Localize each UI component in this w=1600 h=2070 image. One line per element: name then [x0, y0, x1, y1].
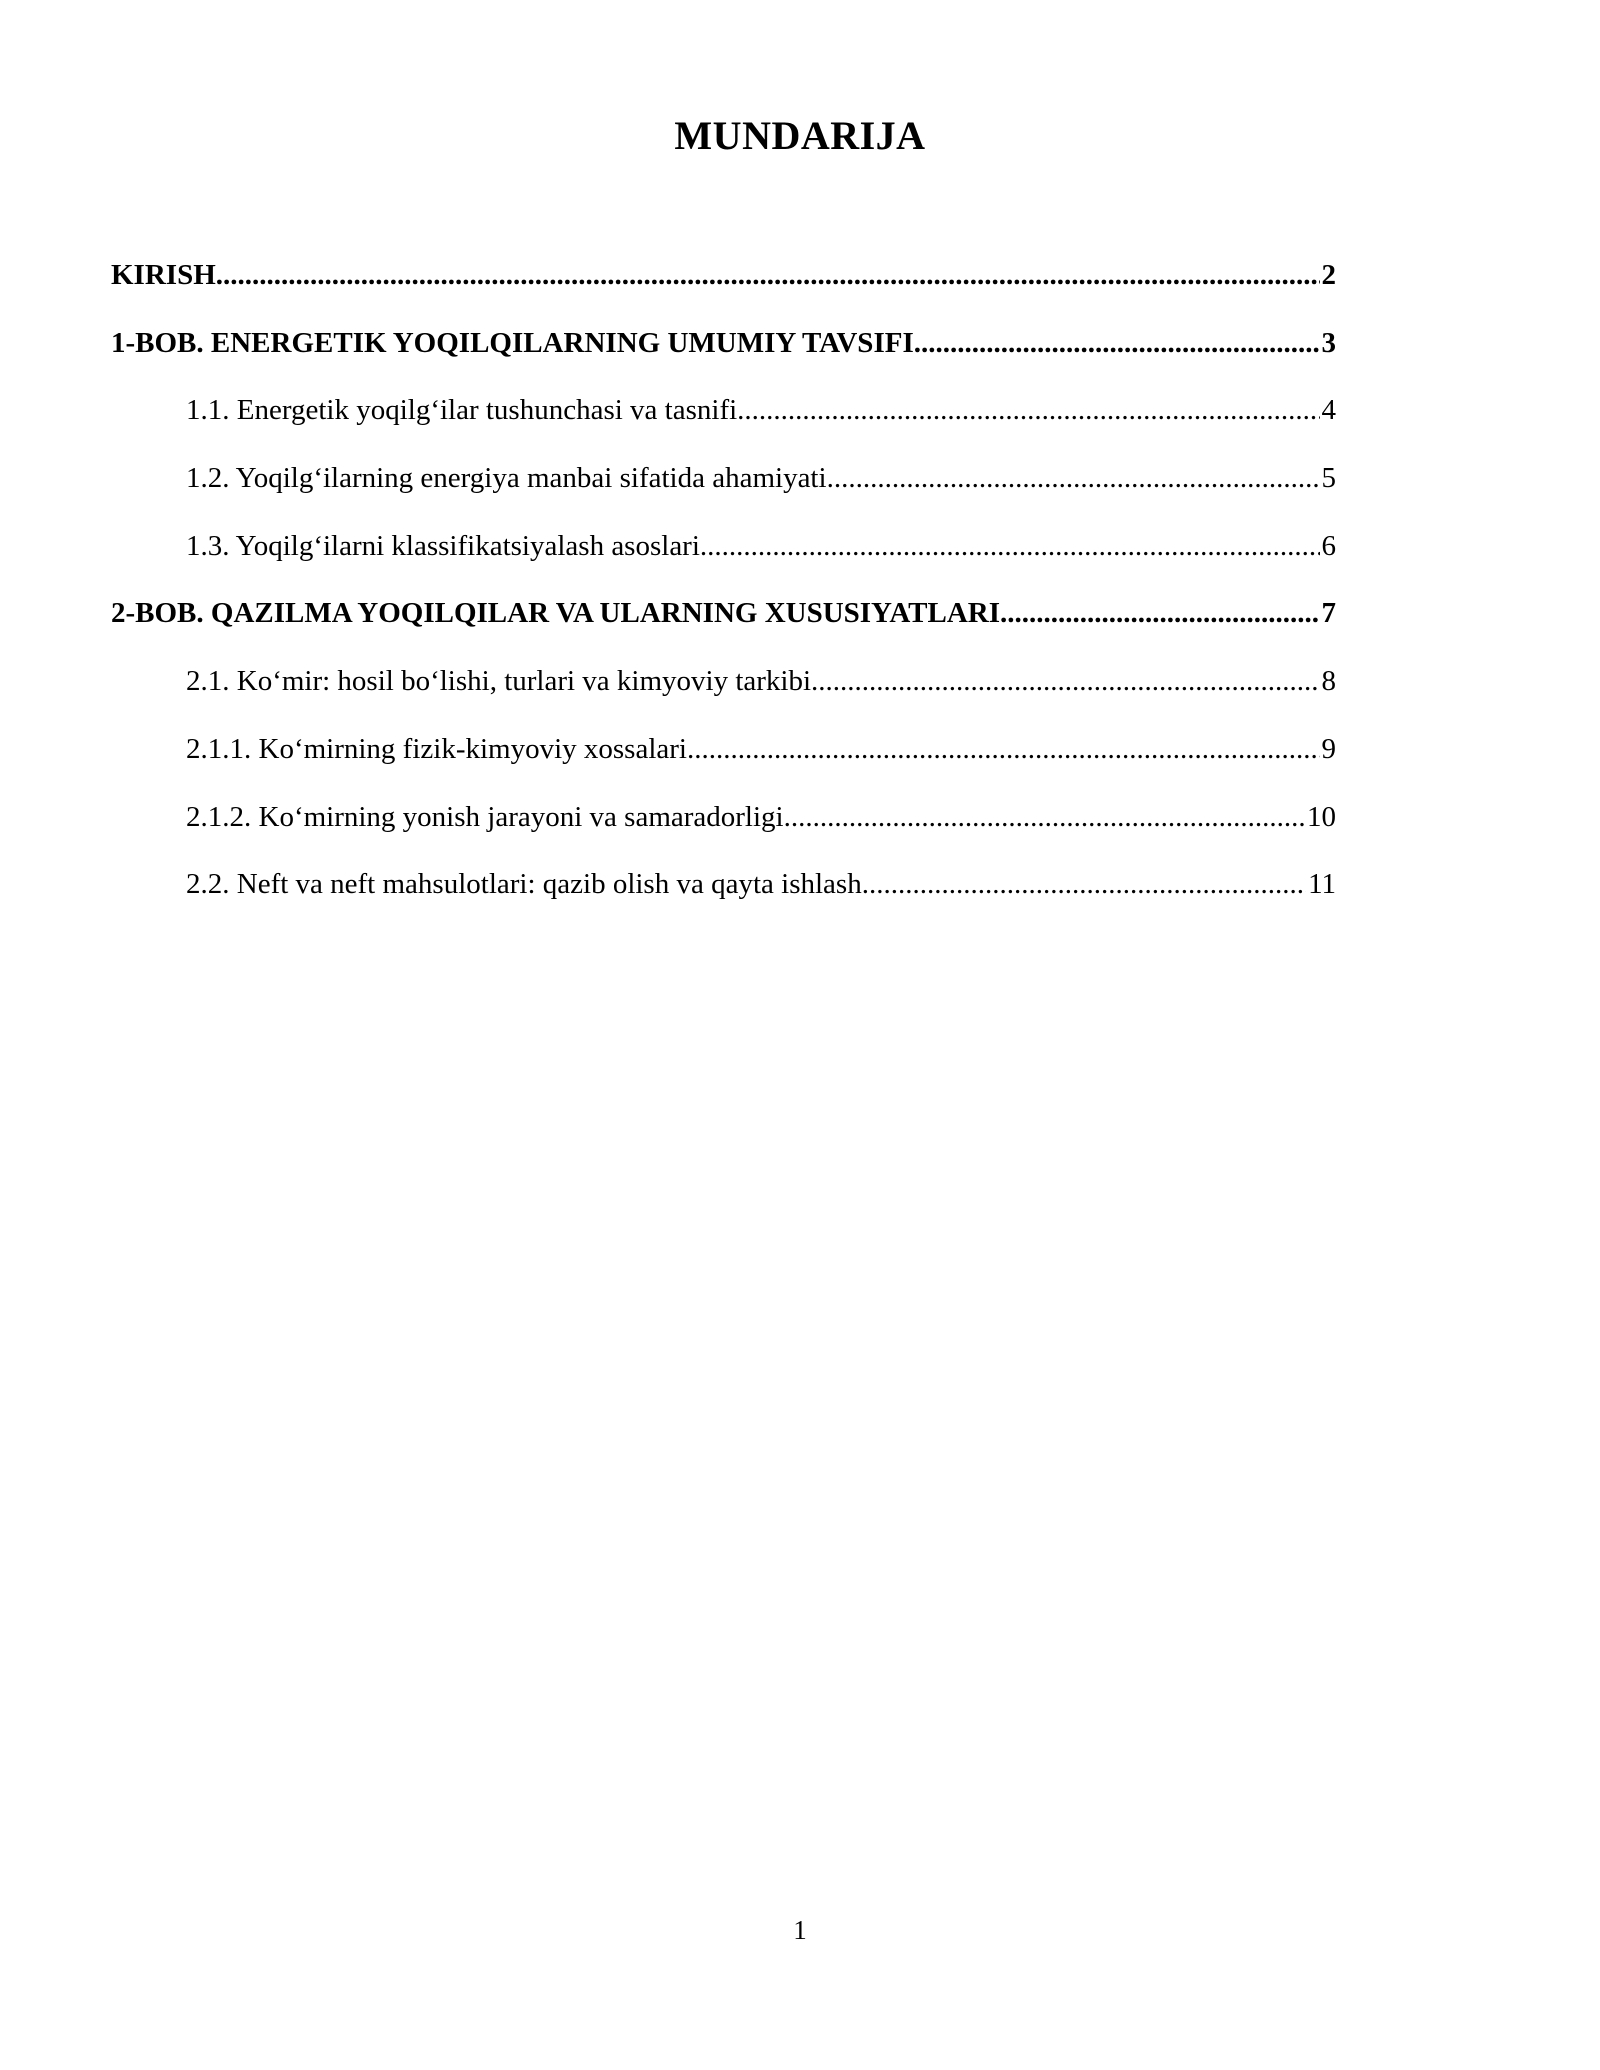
toc-entry-title: 2.1.1. Ko‘mirning fizik-kimyoviy xossalari — [186, 732, 687, 765]
toc-entry-section-1-2[interactable] — [111, 455, 1336, 523]
toc-page-number: 2 — [1321, 259, 1336, 291]
toc-page-number: 8 — [1321, 665, 1336, 698]
toc-entry-section-2-2[interactable] — [111, 861, 1336, 929]
toc-dot-leader — [811, 658, 1319, 704]
toc-entry-chapter-2[interactable] — [111, 590, 1336, 658]
toc-page-number: 11 — [1308, 868, 1336, 901]
toc-entry-title: 2.2. Neft va neft mahsulotlari: qazib olish va qayta ishlash — [186, 868, 862, 901]
toc-dot-leader — [914, 320, 1320, 366]
toc-dot-leader — [827, 455, 1320, 501]
toc-entry-section-1-1[interactable] — [111, 387, 1336, 455]
toc-entry-section-2-1-1[interactable] — [111, 726, 1336, 794]
toc-entry-title: 1-BOB. ENERGETIK YOQILQILARNING UMUMIY TAVSIFI — [111, 326, 914, 359]
page-title: MUNDARIJA — [674, 113, 926, 158]
toc-entry-section-1-3[interactable] — [111, 523, 1336, 591]
toc-page-number: 3 — [1321, 326, 1336, 359]
toc-page-number: 4 — [1321, 394, 1336, 427]
table-of-contents — [111, 252, 1336, 929]
page-number-footer: 1 — [793, 1915, 807, 1945]
toc-entry-title: 2.1.2. Ko‘mirning yonish jarayoni va samaradorligi — [186, 800, 784, 833]
toc-dot-leader — [216, 252, 1320, 298]
toc-page-number: 7 — [1321, 597, 1336, 630]
toc-dot-leader — [784, 794, 1305, 840]
toc-dot-leader — [737, 387, 1319, 433]
toc-page-number: 9 — [1321, 732, 1336, 765]
toc-entry-section-2-1-2[interactable] — [111, 794, 1336, 862]
toc-entry-title: 1.3. Yoqilg‘ilarni klassifikatsiyalash asoslari — [186, 529, 700, 562]
toc-page-number: 5 — [1321, 462, 1336, 495]
toc-page-number: 10 — [1307, 800, 1336, 833]
toc-entry-title: 2-BOB. QAZILMA YOQILQILAR VA ULARNING XUSUSIYATLARI — [111, 597, 1000, 630]
toc-entry-kirish[interactable] — [111, 252, 1336, 320]
toc-dot-leader — [700, 523, 1320, 569]
toc-dot-leader — [687, 726, 1320, 772]
toc-entry-title: 2.1. Ko‘mir: hosil bo‘lishi, turlari va kimyoviy tarkibi — [186, 665, 812, 698]
toc-dot-leader — [862, 861, 1306, 907]
toc-dot-leader — [1000, 590, 1320, 636]
toc-entry-chapter-1[interactable] — [111, 320, 1336, 388]
toc-entry-title: 1.2. Yoqilg‘ilarning energiya manbai sifatida ahamiyati — [186, 462, 827, 495]
toc-page-number: 6 — [1321, 529, 1336, 562]
toc-entry-title: KIRISH — [111, 259, 216, 291]
toc-entry-section-2-1[interactable] — [111, 658, 1336, 726]
toc-entry-title: 1.1. Energetik yoqilg‘ilar tushunchasi va tasnifi — [186, 394, 738, 427]
